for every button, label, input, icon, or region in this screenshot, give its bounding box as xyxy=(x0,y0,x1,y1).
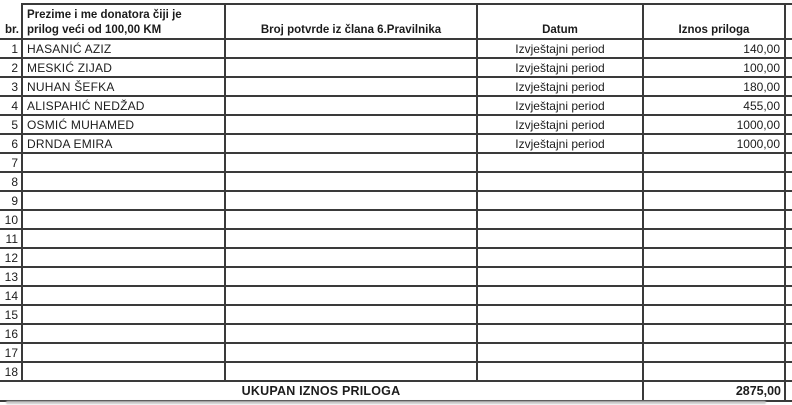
donor-name-cell xyxy=(22,267,225,286)
date-cell: Izvještajni period xyxy=(477,77,643,96)
date-cell xyxy=(477,210,643,229)
receipt-cell xyxy=(225,229,477,248)
receipt-cell xyxy=(225,191,477,210)
table-row xyxy=(0,343,792,362)
row-cutoff-sliver xyxy=(785,172,792,191)
table-row xyxy=(0,210,792,229)
amount-cell xyxy=(643,191,785,210)
table-row xyxy=(0,267,792,286)
amount-cell xyxy=(643,362,785,381)
table-body xyxy=(0,39,792,381)
table-row xyxy=(0,134,792,153)
date-cell xyxy=(477,267,643,286)
date-cell xyxy=(477,286,643,305)
receipt-cell xyxy=(225,210,477,229)
row-cutoff-sliver xyxy=(785,210,792,229)
row-number-cell: 16 xyxy=(0,324,22,343)
receipt-cell xyxy=(225,39,477,58)
table-row xyxy=(0,39,792,58)
row-number-cell: 11 xyxy=(0,229,22,248)
date-cell: Izvještajni period xyxy=(477,39,643,58)
amount-cell: 140,00 xyxy=(643,39,785,58)
receipt-cell xyxy=(225,286,477,305)
donations-table xyxy=(0,3,792,402)
amount-cell xyxy=(643,286,785,305)
table-row xyxy=(0,115,792,134)
row-number-cell: 10 xyxy=(0,210,22,229)
header-date: Datum xyxy=(477,4,643,39)
receipt-cell xyxy=(225,96,477,115)
row-number-cell: 2 xyxy=(0,58,22,77)
receipt-cell xyxy=(225,115,477,134)
row-cutoff-sliver xyxy=(785,248,792,267)
receipt-cell xyxy=(225,248,477,267)
date-cell xyxy=(477,191,643,210)
header-amount: Iznos priloga xyxy=(643,4,785,39)
date-cell: Izvještajni period xyxy=(477,58,643,77)
amount-cell xyxy=(643,248,785,267)
receipt-cell xyxy=(225,343,477,362)
donor-name-cell: ALISPAHIĆ NEDŽAD xyxy=(22,96,225,115)
table-row xyxy=(0,324,792,343)
date-cell xyxy=(477,172,643,191)
row-number-cell: 18 xyxy=(0,362,22,381)
row-cutoff-sliver xyxy=(785,96,792,115)
row-number-cell: 8 xyxy=(0,172,22,191)
amount-cell xyxy=(643,229,785,248)
receipt-cell xyxy=(225,153,477,172)
date-cell xyxy=(477,362,643,381)
row-cutoff-sliver xyxy=(785,267,792,286)
receipt-cell xyxy=(225,324,477,343)
receipt-cell xyxy=(225,77,477,96)
donor-name-cell: DRNDA EMIRA xyxy=(22,134,225,153)
receipt-cell xyxy=(225,267,477,286)
amount-cell xyxy=(643,343,785,362)
row-cutoff-sliver xyxy=(785,39,792,58)
row-number-cell: 12 xyxy=(0,248,22,267)
donor-name-cell xyxy=(22,191,225,210)
row-number-cell: 14 xyxy=(0,286,22,305)
date-cell xyxy=(477,229,643,248)
receipt-cell xyxy=(225,172,477,191)
total-amount: 2875,00 xyxy=(643,381,785,401)
header-donor-name-line2: prilog veći od 100,00 KM xyxy=(27,24,162,37)
amount-cell xyxy=(643,153,785,172)
table-row xyxy=(0,77,792,96)
amount-cell: 100,00 xyxy=(643,58,785,77)
table-row xyxy=(0,305,792,324)
date-cell xyxy=(477,153,643,172)
row-cutoff-sliver xyxy=(785,229,792,248)
header-donor-name-line1: Prezime i me donatora čiji je xyxy=(27,9,182,22)
row-number-cell: 5 xyxy=(0,115,22,134)
table-footer-row xyxy=(0,381,792,401)
row-number-cell: 17 xyxy=(0,343,22,362)
donor-name-cell xyxy=(22,286,225,305)
header-row-number: br. xyxy=(0,4,22,39)
row-cutoff-sliver xyxy=(785,58,792,77)
table-header-row xyxy=(0,4,792,39)
table-row xyxy=(0,172,792,191)
table-row xyxy=(0,96,792,115)
amount-cell xyxy=(643,172,785,191)
receipt-cell xyxy=(225,362,477,381)
table-row xyxy=(0,191,792,210)
date-cell xyxy=(477,305,643,324)
row-cutoff-sliver xyxy=(785,191,792,210)
row-cutoff-sliver xyxy=(785,362,792,381)
total-label: UKUPAN IZNOS PRILOGA xyxy=(0,381,643,401)
row-number-cell: 7 xyxy=(0,153,22,172)
row-number-cell: 9 xyxy=(0,191,22,210)
donor-name-cell: HASANIĆ AZIZ xyxy=(22,39,225,58)
amount-cell: 180,00 xyxy=(643,77,785,96)
row-cutoff-sliver xyxy=(785,286,792,305)
date-cell xyxy=(477,248,643,267)
row-number-cell: 3 xyxy=(0,77,22,96)
table-row xyxy=(0,229,792,248)
row-cutoff-sliver xyxy=(785,305,792,324)
table-row xyxy=(0,286,792,305)
donor-name-cell xyxy=(22,248,225,267)
donor-name-cell xyxy=(22,172,225,191)
row-cutoff-sliver xyxy=(785,77,792,96)
donor-name-cell: OSMIĆ MUHAMED xyxy=(22,115,225,134)
donor-name-cell xyxy=(22,362,225,381)
receipt-cell xyxy=(225,134,477,153)
table-row xyxy=(0,248,792,267)
date-cell xyxy=(477,324,643,343)
header-donor-name xyxy=(22,4,225,39)
receipt-cell xyxy=(225,305,477,324)
row-number-cell: 13 xyxy=(0,267,22,286)
donor-name-cell xyxy=(22,210,225,229)
donor-name-cell xyxy=(22,305,225,324)
row-cutoff-sliver xyxy=(785,115,792,134)
date-cell: Izvještajni period xyxy=(477,134,643,153)
date-cell: Izvještajni period xyxy=(477,115,643,134)
amount-cell xyxy=(643,267,785,286)
header-receipt-number: Broj potvrde iz člana 6.Pravilnika xyxy=(225,4,477,39)
row-number-cell: 15 xyxy=(0,305,22,324)
amount-cell: 1000,00 xyxy=(643,115,785,134)
row-cutoff-sliver xyxy=(785,324,792,343)
amount-cell xyxy=(643,305,785,324)
table-row xyxy=(0,153,792,172)
donor-name-cell xyxy=(22,343,225,362)
donor-name-cell: NUHAN ŠEFKA xyxy=(22,77,225,96)
row-cutoff-sliver xyxy=(785,343,792,362)
row-number-cell: 4 xyxy=(0,96,22,115)
receipt-cell xyxy=(225,58,477,77)
table-row xyxy=(0,362,792,381)
donor-name-cell xyxy=(22,153,225,172)
amount-cell: 455,00 xyxy=(643,96,785,115)
table-row xyxy=(0,58,792,77)
row-number-cell: 6 xyxy=(0,134,22,153)
scan-artifact xyxy=(6,401,766,404)
date-cell xyxy=(477,343,643,362)
row-cutoff-sliver xyxy=(785,153,792,172)
amount-cell xyxy=(643,210,785,229)
donor-name-cell xyxy=(22,324,225,343)
header-cutoff-sliver xyxy=(785,4,792,39)
donor-name-cell: MESKIĆ ZIJAD xyxy=(22,58,225,77)
donor-name-cell xyxy=(22,229,225,248)
amount-cell: 1000,00 xyxy=(643,134,785,153)
amount-cell xyxy=(643,324,785,343)
date-cell: Izvještajni period xyxy=(477,96,643,115)
row-number-cell: 1 xyxy=(0,39,22,58)
row-cutoff-sliver xyxy=(785,134,792,153)
footer-cutoff-sliver xyxy=(785,381,792,401)
